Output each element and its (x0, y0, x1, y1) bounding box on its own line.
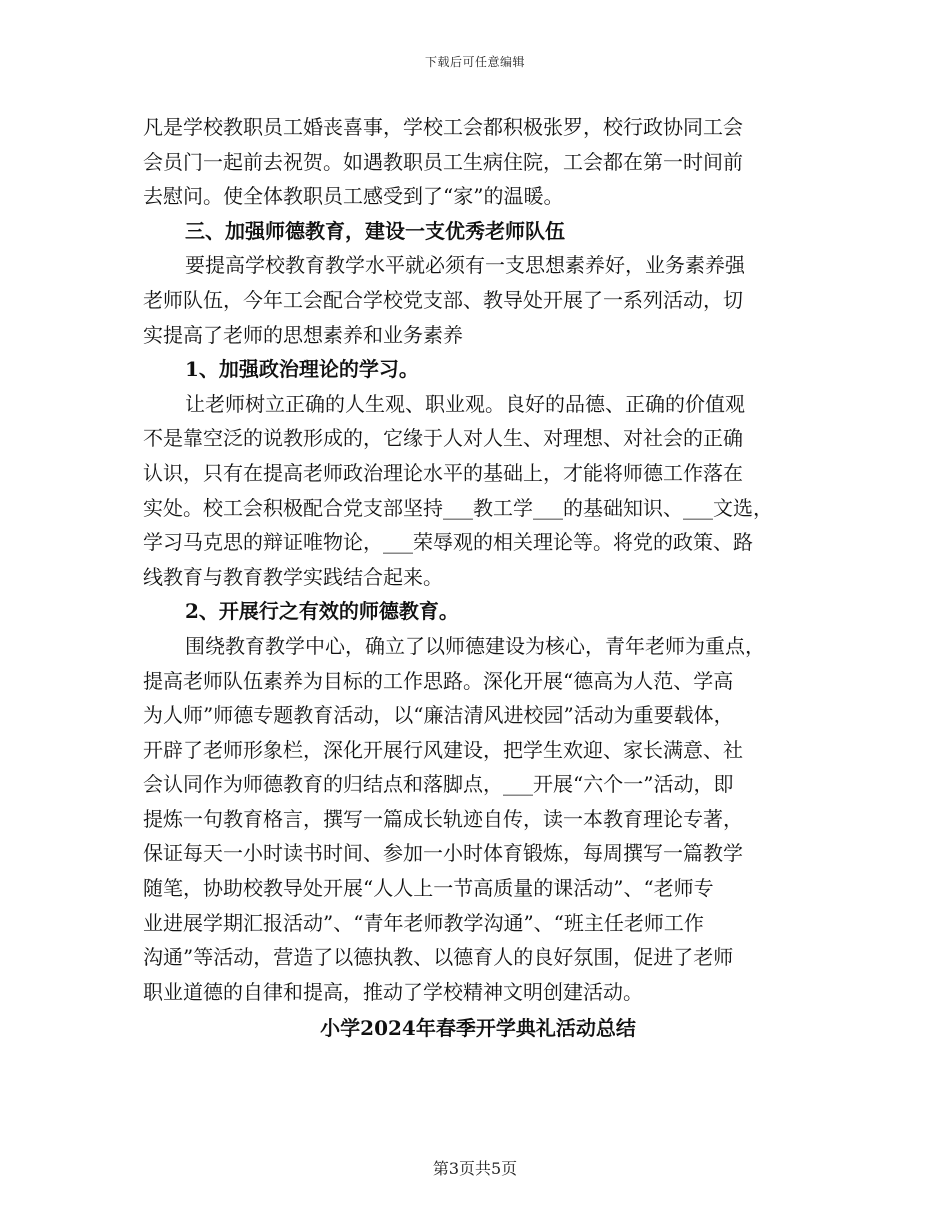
text-line: 让老师树立正确的人生观、职业观。良好的品德、正确的价值观 (185, 391, 745, 416)
text-line: 提高老师队伍素养为目标的工作思路。深化开展“德高为人范、学高 (143, 668, 734, 693)
document-title: 小学2024年春季开学典礼活动总结 (320, 1016, 636, 1041)
text-line: 要提高学校教育教学水平就必须有一支思想素养好，业务素养强 (185, 253, 745, 278)
section-heading: 2、开展行之有效的师德教育。 (185, 599, 459, 624)
text-line: 会员门一起前去祝贺。如遇教职员工生病住院，工会都在第一时间前 (143, 149, 743, 174)
text-line: 实提高了老师的思想素养和业务素养 (143, 322, 463, 347)
page-footer: 第3页共5页 (432, 1159, 518, 1178)
text-line: 不是靠空泛的说教形成的，它缘于人对人生、对理想、对社会的正确 (143, 426, 743, 451)
text-line: 为人师”师德专题教育活动，以“廉洁清风进校园”活动为重要载体， (143, 703, 734, 728)
text-line: 实处。校工会积极配合党支部坚持___教工学___的基础知识、___文选， (143, 495, 773, 520)
paragraph-lines (143, 110, 813, 1009)
text-line: 凡是学校教职员工婚丧喜事，学校工会都积极张罗，校行政协同工会 (143, 115, 743, 139)
text-line: 保证每天一小时读书时间、参加一小时体育锻炼，每周撰写一篇教学 (143, 841, 743, 866)
text-line: 开辟了老师形象栏，深化开展行风建设，把学生欢迎、家长满意、社 (143, 737, 743, 762)
section-heading: 1、加强政治理论的学习。 (185, 357, 419, 382)
text-line: 学习马克思的辩证唯物论，___荣辱观的相关理论等。将党的政策、路 (143, 530, 753, 555)
text-line: 职业道德的自律和提高，推动了学校精神文明创建活动。 (143, 979, 643, 1004)
text-line: 随笔，协助校教导处开展“人人上一节高质量的课活动”、“老师专 (143, 876, 714, 901)
text-line: 线教育与教育教学实践结合起来。 (143, 564, 443, 589)
text-line: 提炼一句教育格言，撰写一篇成长轨迹自传，读一本教育理论专著， (143, 806, 743, 831)
text-line: 沟通”等活动，营造了以德执教、以德育人的良好氛围，促进了老师 (143, 945, 734, 970)
page-header: 下载后可任意编辑 (424, 55, 525, 69)
text-line: 认识，只有在提高老师政治理论水平的基础上，才能将师德工作落在 (143, 460, 743, 485)
text-line: 去慰问。使全体教职员工感受到了“家”的温暖。 (143, 184, 564, 209)
document-body (143, 110, 813, 1046)
section-heading: 三、加强师德教育，建设一支优秀老师队伍 (185, 218, 565, 243)
text-line: 老师队伍，今年工会配合学校党支部、教导处开展了一系列活动，切 (143, 287, 743, 312)
text-line: 业进展学期汇报活动”、“青年老师教学沟通”、“班主任老师工作 (143, 910, 704, 935)
text-line: 围绕教育教学中心，确立了以师德建设为核心，青年老师为重点， (185, 633, 765, 658)
text-line: 会认同作为师德教育的归结点和落脚点，___开展“六个一”活动，即 (143, 772, 734, 797)
